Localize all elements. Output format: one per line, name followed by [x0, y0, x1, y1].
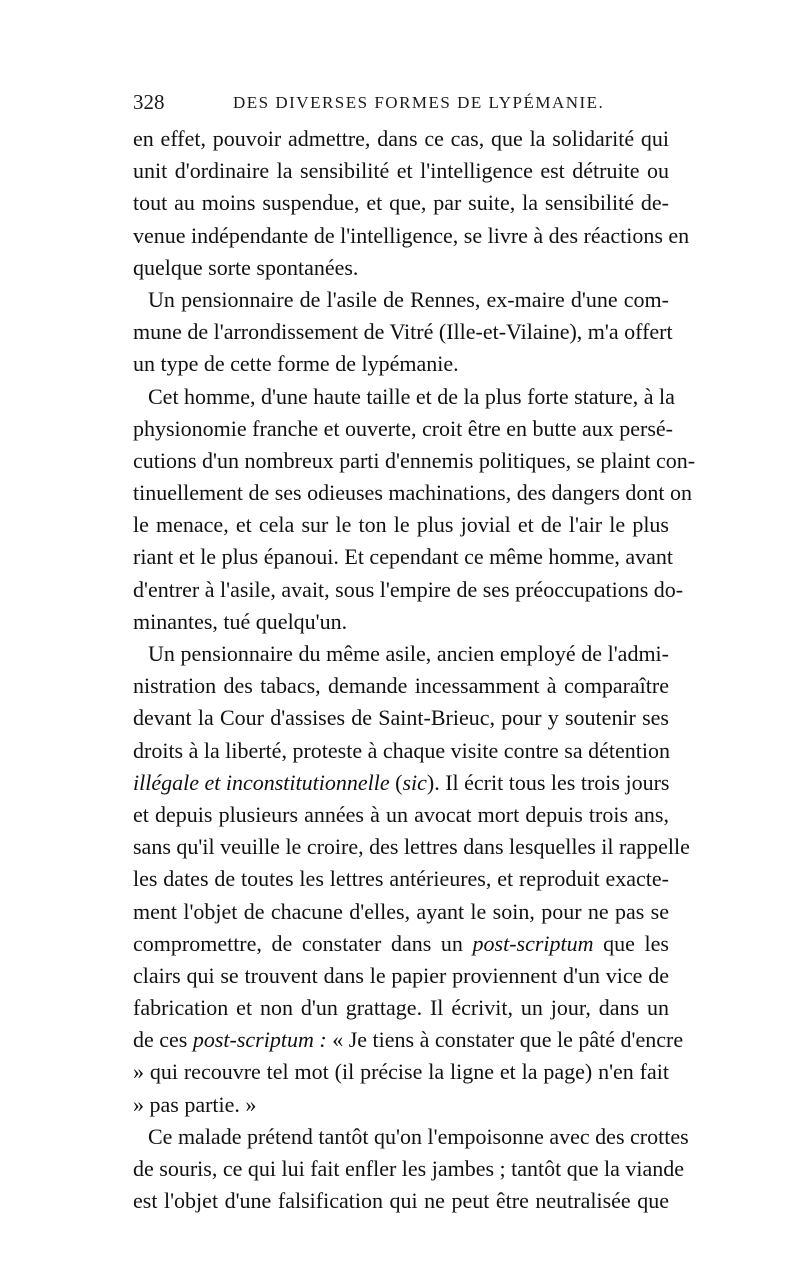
text-line — [133, 1153, 685, 1185]
text-segment: Cet homme, d'une haute taille et de la plus forte stature, à la — [148, 383, 675, 409]
text-segment: mune de l'arrondissement de Vitré (Ille-et-Vilaine), m'a offert — [133, 319, 673, 345]
text-line — [133, 574, 684, 606]
text-segment: ). Il écrit tous les trois jours — [426, 769, 670, 795]
text-line — [133, 477, 693, 509]
text-segment: Un pensionnaire de l'asile de Rennes, ex-maire d'une com- — [148, 286, 669, 312]
text-segment: fabrication et non d'un grattage. Il écrivit, un jour, dans un — [133, 995, 669, 1021]
page-number: 328 — [133, 90, 165, 114]
text-line — [133, 413, 673, 445]
text-segment: physionomie franche et ouverte, croit être en butte aux persé- — [133, 415, 673, 441]
text-line — [133, 123, 669, 155]
text-line — [133, 928, 669, 960]
text-line — [133, 1056, 669, 1088]
text-segment: droits à la liberté, proteste à chaque visite contre sa détention — [133, 737, 670, 763]
text-line — [133, 445, 696, 477]
page-header — [133, 90, 673, 118]
text-line — [133, 638, 669, 670]
text-segment: « Je tiens à constater que le pâté d'encre — [326, 1027, 684, 1053]
text-line — [133, 220, 690, 252]
text-line — [133, 381, 675, 413]
text-line — [133, 1089, 669, 1121]
text-segment: de souris, ce qui lui fait enfler les jambes ; tantôt que la viande — [133, 1156, 685, 1181]
text-segment: minantes, tué quelqu'un. — [133, 608, 348, 634]
text-line — [133, 316, 673, 348]
text-line — [133, 541, 674, 573]
text-segment: quelque sorte spontanées. — [133, 254, 359, 280]
italic-segment: post-scriptum — [472, 930, 594, 956]
text-segment: unit d'ordinaire la sensibilité et l'intelligence est détruite ou — [133, 158, 669, 184]
text-line — [133, 606, 669, 638]
text-segment: le menace, et cela sur le ton le plus jovial et de l'air le plus — [133, 512, 669, 538]
text-line — [133, 1121, 689, 1153]
text-line — [133, 735, 669, 767]
text-line — [133, 960, 669, 992]
text-line — [133, 155, 669, 187]
text-segment: riant et le plus épanoui. Et cependant ce même homme, avant — [133, 544, 674, 570]
running-title: DES DIVERSES FORMES DE LYPÉMANIE. — [233, 93, 605, 112]
text-segment: venue indépendante de l'intelligence, se livre à des réactions en — [133, 222, 690, 248]
text-segment: devant la Cour d'assises de Saint-Brieuc, pour y soutenir ses — [133, 705, 669, 731]
text-segment: compromettre, de constater dans un — [133, 930, 473, 956]
text-segment: Un pensionnaire du même asile, ancien employé de l'admi- — [148, 641, 669, 666]
text-segment: Ce malade prétend tantôt qu'on l'empoisonne avec des crottes — [148, 1123, 689, 1149]
text-line — [133, 799, 669, 831]
text-line — [133, 767, 669, 799]
italic-segment: post-scriptum : — [192, 1027, 327, 1053]
text-segment: clairs qui se trouvent dans le papier proviennent d'un vice de — [133, 962, 669, 988]
text-segment: » pas partie. » — [133, 1091, 257, 1117]
text-segment: tinuellement de ses odieuses machinations, des dangers dont on — [133, 480, 693, 506]
text-line — [133, 348, 669, 380]
text-segment: » qui recouvre tel mot (il précise la ligne et la page) n'en fait — [133, 1059, 669, 1085]
text-line — [133, 1185, 669, 1217]
text-segment: un type de cette forme de lypémanie. — [133, 351, 459, 377]
text-segment: nistration des tabacs, demande incessamment à comparaître — [133, 673, 669, 699]
text-segment: en effet, pouvoir admettre, dans ce cas, que la solidarité qui — [133, 126, 669, 151]
text-segment: d'entrer à l'asile, avait, sous l'empire de ses préoccupations do- — [133, 576, 684, 602]
text-line — [133, 252, 669, 284]
text-line — [133, 670, 669, 702]
text-segment: tout au moins suspendue, et que, par suite, la sensibilité de- — [133, 190, 669, 216]
text-line — [133, 284, 669, 316]
text-segment: que les — [593, 930, 669, 956]
text-line — [133, 1024, 684, 1056]
text-segment: de ces — [133, 1027, 193, 1053]
text-line — [133, 992, 669, 1024]
text-line — [133, 187, 669, 219]
text-line — [133, 509, 669, 541]
italic-segment: sic — [402, 769, 427, 795]
text-segment: ( — [389, 769, 403, 795]
text-segment: et depuis plusieurs années à un avocat mort depuis trois ans, — [133, 801, 669, 827]
text-segment: les dates de toutes les lettres antérieures, et reproduit exacte- — [133, 866, 669, 892]
text-segment: est l'objet d'une falsification qui ne peut être neutralisée que — [133, 1188, 669, 1214]
text-line — [133, 702, 669, 734]
text-line — [133, 863, 669, 895]
body-text — [133, 123, 696, 1217]
text-line — [133, 896, 669, 928]
text-segment: ment l'objet de chacune d'elles, ayant le soin, pour ne pas se — [133, 898, 669, 924]
text-segment: sans qu'il veuille le croire, des lettres dans lesquelles il rappelle — [133, 834, 690, 860]
italic-segment: illégale et inconstitutionnelle — [133, 769, 390, 795]
text-line — [133, 831, 690, 863]
text-segment: cutions d'un nombreux parti d'ennemis politiques, se plaint con- — [133, 447, 696, 473]
